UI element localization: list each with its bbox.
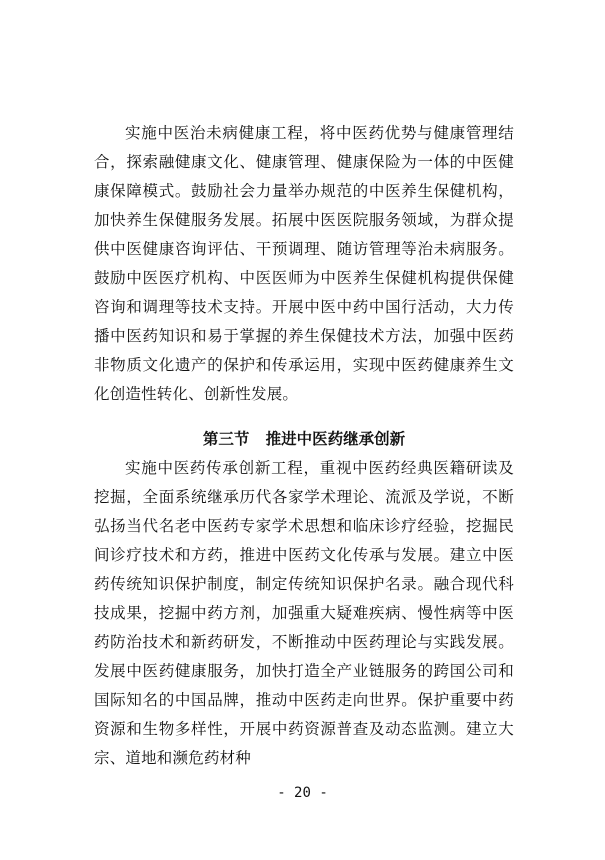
page-number: - 20 -: [277, 785, 328, 801]
section-heading: 第三节 推进中医药继承创新: [202, 430, 406, 448]
body-paragraph: 实施中医治未病健康工程，将中医药优势与健康管理结合，探索融健康文化、健康管理、健康保险为一体的中医健康保障模式。鼓励社会力量举办规范的中医养生保健机构，加快养生保健服务发展。拓展中医医院服务领域，为群众提供中医健康咨询评估、干预调理、随访管理等治未病服务。鼓励中医医疗机构、中医医师为中医养生保健机构提供保健咨询和调理等技术支持。开展中医中药中国行活动，大力传播中医药知识和易于掌握的养生保健技术方法，加强中医药非物质文化遗产的保护和传承运用，实现中医药健康养生文化创造性转化、创新性发展。: [94, 124, 514, 403]
body-paragraph: 实施中医药传承创新工程，重视中医药经典医籍研读及挖掘，全面系统继承历代各家学术理论、流派及学说，不断弘扬当代名老中医药专家学术思想和临床诊疗经验，挖掘民间诊疗技术和方药，推进中医药文化传承与发展。建立中医药传统知识保护制度，制定传统知识保护名录。融合现代科技成果，挖掘中药方剂，加强重大疑难疾病、慢性病等中医药防治技术和新药研发，不断推动中医药理论与实践发展。发展中医药健康服务，加快打造全产业链服务的跨国公司和国际知名的中国品牌，推动中医药走向世界。保护重要中药资源和生物多样性，开展中药资源普查及动态监测。建立大宗、道地和濒危药材种: [94, 459, 514, 767]
